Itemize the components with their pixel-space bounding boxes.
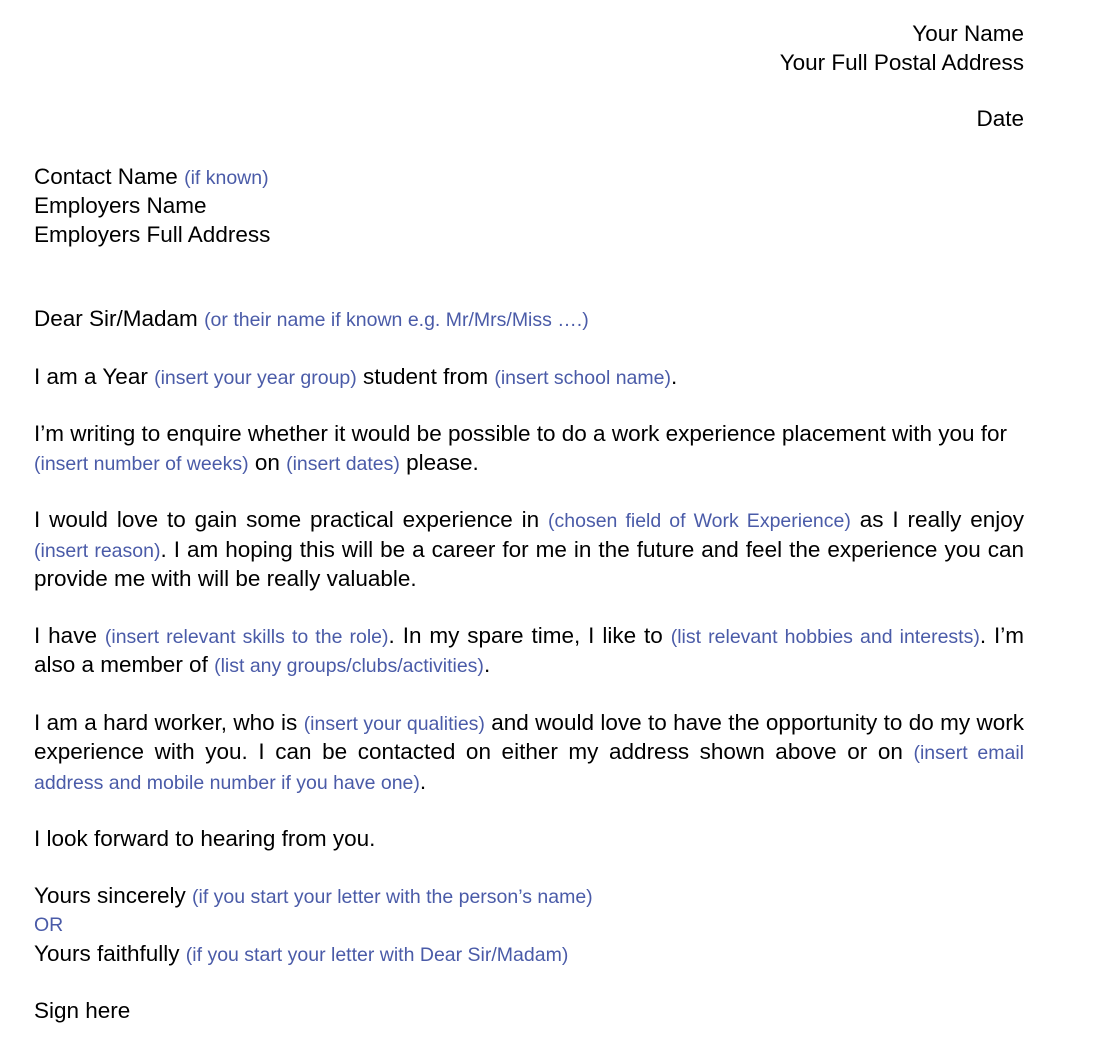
placeholder-chosen-field: (chosen field of Work Experience) [548, 510, 851, 532]
closing-line: I look forward to hearing from you. [34, 826, 376, 851]
signoff-faithfully-note: (if you start your letter with Dear Sir/Madam) [185, 943, 569, 966]
paragraph-text: student from [356, 363, 495, 389]
paragraph-enquire [34, 420, 1024, 478]
salutation-note: (or their name if known e.g. Mr/Mrs/Miss ….) [204, 309, 589, 331]
signoff-faithfully-text: Yours faithfully [34, 940, 180, 966]
recipient-employer-address: Employers Full Address [34, 221, 271, 247]
paragraph-text: I am a Year [34, 363, 155, 389]
paragraph-text: and would love to have the opportunity to do my work experience with you. I can be contacted on either my address shown above or on [34, 709, 1025, 764]
paragraph-text: I am a hard worker, who is [34, 709, 304, 735]
recipient-block [34, 163, 1024, 250]
recipient-contact-note: (if known) [184, 166, 269, 189]
salutation-text: Dear Sir/Madam [34, 306, 198, 331]
letter-date: Date [976, 106, 1024, 131]
paragraph-text: . I am hoping this will be a career for me in the future and feel the experience you can provide me with will be really valuable. [34, 536, 1024, 591]
paragraph-text: as I really enjoy [850, 507, 1025, 532]
paragraph-text: on [248, 449, 287, 475]
placeholder-groups: (list any groups/clubs/activities) [214, 655, 484, 677]
sender-address: Your Full Postal Address [779, 49, 1024, 75]
paragraph-text: . I’m also a member of [34, 622, 1024, 677]
placeholder-hobbies: (list relevant hobbies and interests) [670, 625, 980, 648]
signoff-sincerely-note: (if you start your letter with the person’s name) [192, 885, 593, 908]
placeholder-contact-details: (insert email address and mobile number if you have one) [34, 742, 1024, 794]
paragraph-text: please. [399, 449, 479, 475]
signoff-sincerely [34, 882, 1024, 912]
paragraph-text: . [670, 363, 678, 389]
signoff-faithfully [34, 940, 1024, 970]
placeholder-year-group: (insert your year group) [154, 366, 357, 389]
placeholder-dates: (insert dates) [286, 452, 400, 475]
recipient-contact-line [34, 163, 1024, 193]
sender-name: Your Name [912, 21, 1024, 46]
signoff-or: OR [34, 914, 64, 936]
signature-line: Sign here [34, 998, 131, 1023]
placeholder-skills: (insert relevant skills to the role) [104, 625, 389, 648]
paragraph-year [34, 363, 1024, 393]
placeholder-reason: (insert reason) [34, 539, 161, 562]
paragraph-text: I have [34, 622, 105, 648]
letter-page [34, 20, 1024, 1026]
paragraph-text: I’m writing to enquire whether it would be possible to do a work experience placement with you for [34, 421, 1008, 446]
placeholder-qualities: (insert your qualities) [303, 712, 485, 735]
signoff-sincerely-text: Yours sincerely [34, 882, 186, 908]
paragraph-text: . In my spare time, I like to [388, 622, 671, 648]
paragraph-skills [34, 622, 1024, 681]
paragraph-text: I would love to gain some practical experience in [34, 507, 549, 532]
paragraph-worker [34, 709, 1024, 798]
paragraph-text: . [419, 768, 427, 794]
recipient-contact-name: Contact Name [34, 163, 178, 189]
salutation [34, 305, 1024, 335]
sender-block [34, 20, 1024, 77]
placeholder-number-of-weeks: (insert number of weeks) [34, 452, 249, 475]
paragraph-text: . [483, 652, 491, 677]
paragraph-experience [34, 506, 1024, 594]
placeholder-school-name: (insert school name) [494, 366, 671, 389]
signoff-block [34, 882, 1024, 970]
recipient-employer-name: Employers Name [34, 193, 207, 218]
